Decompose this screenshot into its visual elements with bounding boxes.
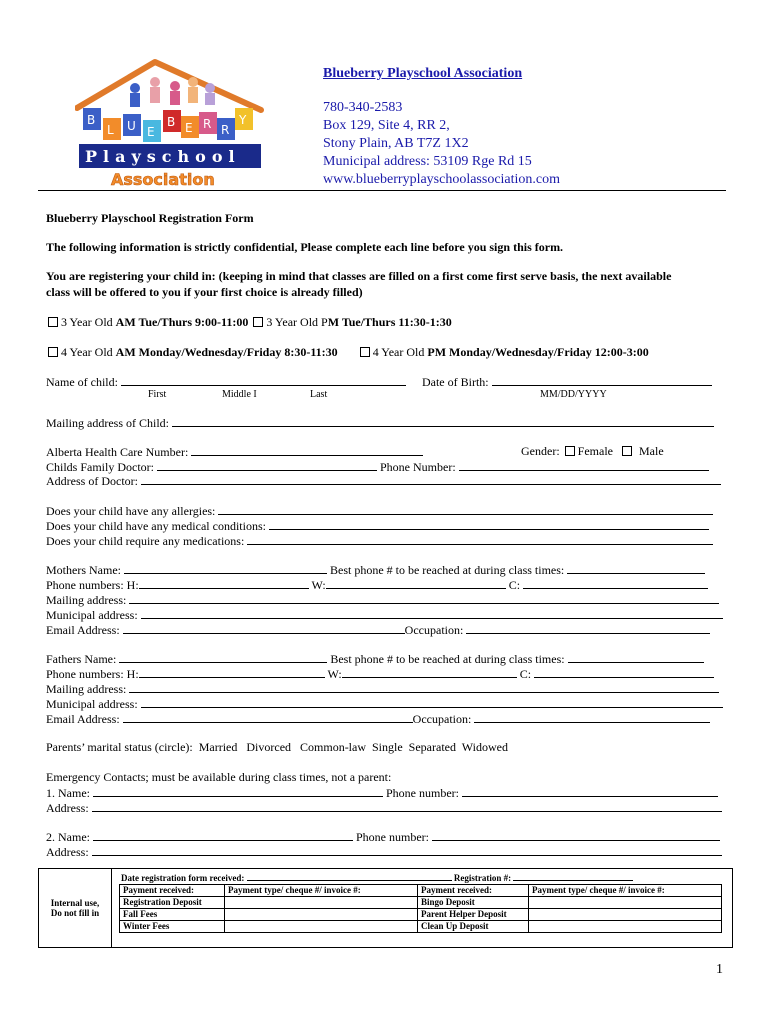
form-title: Blueberry Playschool Registration Form [46, 211, 254, 225]
doctor-phone-label: Phone Number: [380, 460, 456, 474]
mother-home-phone-label: Phone numbers: H: [46, 578, 139, 592]
medications-field[interactable] [247, 533, 713, 545]
registering-text-2: class will be offered to you if your first choice is already filled) [46, 285, 363, 299]
emergency-1-address-field[interactable] [92, 800, 722, 812]
father-mailing-row [46, 681, 719, 697]
table-row [120, 897, 722, 909]
father-municipal-label: Municipal address: [46, 697, 138, 711]
emergency-2-address-label: Address: [46, 845, 89, 859]
table-cell: Clean Up Deposit [418, 921, 529, 933]
mother-mailing-row [46, 592, 719, 608]
emergency-heading: Emergency Contacts; must be available during class times, not a parent: [46, 770, 392, 784]
table-cell[interactable] [529, 909, 722, 921]
svg-text:R: R [221, 123, 230, 137]
father-email-label: Email Address: [46, 712, 120, 726]
mother-best-phone-label: Best phone # to be reached at during class times: [329, 563, 565, 577]
checkbox-female[interactable] [565, 446, 575, 456]
checkbox-3yr-am[interactable] [48, 317, 58, 327]
svg-text:B: B [87, 113, 96, 127]
emergency-1-phone-field[interactable] [462, 785, 718, 797]
emergency-2-address-field[interactable] [92, 844, 722, 856]
emergency-2-phone-label: Phone number: [356, 830, 429, 844]
doctor-phone-field[interactable] [459, 459, 709, 471]
table-row [120, 885, 722, 897]
table-cell[interactable] [225, 897, 418, 909]
health-row [46, 444, 423, 460]
org-name-link[interactable]: Blueberry Playschool Association [323, 66, 523, 81]
doctor-address-label: Address of Doctor: [46, 474, 138, 488]
opt4-label: 4 Year Old [372, 345, 428, 359]
father-work-phone-field[interactable] [342, 666, 517, 678]
father-name-label: Fathers Name: [46, 652, 117, 666]
male-label: Male [638, 444, 664, 458]
table-row [120, 909, 722, 921]
logo-graphic [75, 58, 265, 190]
svg-text:U: U [127, 119, 136, 133]
header-box: Box 129, Site 4, RR 2, [323, 118, 450, 133]
middle-sublabel: Middle I [222, 389, 257, 400]
opt4-time: PM Monday/Wednesday/Friday 12:00-3:00 [427, 345, 649, 359]
mother-name-row [46, 562, 705, 578]
father-best-phone-field[interactable] [568, 651, 704, 663]
table-header-cell: Payment type/ cheque #/ invoice #: [225, 885, 418, 897]
mother-home-phone-field[interactable] [139, 577, 309, 589]
confidential-notice: The following information is strictly confidential, Please complete each line before you sign this form. [46, 240, 564, 254]
svg-text:L: L [107, 123, 114, 137]
emergency-1-name-label: 1. Name: [46, 786, 90, 800]
emergency-2-address-row [46, 844, 722, 860]
dob-label: Date of Birth: [421, 375, 489, 389]
table-cell: Fall Fees [120, 909, 225, 921]
medical-field[interactable] [269, 518, 709, 530]
father-best-phone-label: Best phone # to be reached at during class times: [330, 652, 565, 666]
header-municipal: Municipal address: 53109 Rge Rd 15 [323, 154, 532, 169]
table-cell[interactable] [529, 921, 722, 933]
table-cell: Registration Deposit [120, 897, 225, 909]
mother-work-phone-label: W: [311, 578, 326, 592]
table-cell[interactable] [225, 921, 418, 933]
father-name-row [46, 651, 704, 667]
mother-email-label: Email Address: [46, 623, 120, 637]
svg-text:Y: Y [239, 113, 247, 127]
do-not-fill-text: Do not fill in [50, 908, 100, 918]
date-received-label: Date registration form received: [121, 873, 245, 883]
svg-text:E: E [185, 121, 193, 135]
checkbox-4yr-pm[interactable] [360, 347, 370, 357]
opt1-label: 3 Year Old [61, 315, 116, 329]
father-occupation-label: Occupation: [412, 712, 472, 726]
medical-label: Does your child have any medical conditions: [46, 519, 266, 533]
class-options-row-2 [46, 345, 649, 360]
table-cell: Parent Helper Deposit [418, 909, 529, 921]
father-cell-phone-field[interactable] [534, 666, 714, 678]
father-home-phone-label: Phone numbers: H: [46, 667, 139, 681]
header-website[interactable]: www.blueberryplayschoolassociation.com [323, 172, 561, 187]
svg-text:Playschool: Playschool [85, 147, 241, 166]
child-name-row [46, 374, 712, 390]
father-cell-phone-label: C: [519, 667, 532, 681]
allergies-label: Does your child have any allergies: [46, 504, 216, 518]
checkbox-3yr-pm[interactable] [253, 317, 263, 327]
female-label: Female [577, 444, 613, 458]
mother-best-phone-field[interactable] [567, 562, 705, 574]
mailing-child-label: Mailing address of Child: [46, 416, 169, 430]
mother-mailing-field[interactable] [129, 592, 719, 604]
father-email-field[interactable] [123, 711, 413, 723]
registration-num-label: Registration #: [453, 873, 512, 883]
father-municipal-row [46, 696, 723, 712]
dob-field[interactable] [492, 374, 712, 386]
date-received-field[interactable] [247, 872, 452, 881]
mother-cell-phone-label: C: [508, 578, 521, 592]
checkbox-male[interactable] [622, 446, 632, 456]
child-name-field[interactable] [121, 374, 406, 386]
svg-text:R: R [203, 117, 212, 131]
medications-label: Does your child require any medications: [46, 534, 245, 548]
gender-row [521, 444, 664, 459]
header-city: Stony Plain, AB T7Z 1X2 [323, 136, 469, 151]
father-phones-row [46, 666, 714, 682]
mother-municipal-row [46, 607, 723, 623]
registering-text-1: You are registering your child in: (keeping in mind that classes are filled on a first come first serve basis, the next available [46, 269, 672, 283]
mailing-child-row [46, 415, 714, 431]
emergency-2-name-label: 2. Name: [46, 830, 90, 844]
table-cell: Bingo Deposit [418, 897, 529, 909]
table-row [120, 921, 722, 933]
registration-num-field[interactable] [513, 872, 633, 881]
header-phone: 780-340-2583 [323, 100, 403, 115]
father-name-field[interactable] [119, 651, 327, 663]
first-sublabel: First [148, 389, 167, 400]
opt3-time: AM Monday/Wednesday/Friday 8:30-11:30 [115, 345, 338, 359]
office-use-box [38, 868, 733, 948]
emergency-1-name-field[interactable] [93, 785, 383, 797]
checkbox-4yr-am[interactable] [48, 347, 58, 357]
father-mailing-field[interactable] [129, 681, 719, 693]
family-doctor-label: Childs Family Doctor: [46, 460, 154, 474]
health-number-label: Alberta Health Care Number: [46, 445, 189, 459]
office-use-label [39, 869, 112, 947]
emergency-1-row [46, 785, 718, 801]
table-cell: Winter Fees [120, 921, 225, 933]
svg-text:Association: Association [111, 170, 215, 189]
mother-occupation-label: Occupation: [404, 623, 464, 637]
mother-name-label: Mothers Name: [46, 563, 121, 577]
table-cell[interactable] [529, 897, 722, 909]
mailing-child-field[interactable] [172, 415, 714, 427]
office-top-row [121, 872, 633, 883]
mother-cell-phone-field[interactable] [523, 577, 708, 589]
marital-status: Parents’ marital status (circle): Married Divorced Common-law Single Separated Widowed [46, 740, 508, 754]
opt2-time: M Tue/Thurs 11:30-1:30 [327, 315, 452, 329]
mother-municipal-field[interactable] [141, 607, 723, 619]
class-options-row-1 [46, 315, 452, 330]
doctor-address-row [46, 473, 721, 489]
table-header-cell: Payment received: [120, 885, 225, 897]
page-number: 1 [716, 962, 723, 977]
mother-name-field[interactable] [124, 562, 327, 574]
medical-row [46, 518, 709, 534]
table-cell[interactable] [225, 909, 418, 921]
father-mailing-label: Mailing address: [46, 682, 127, 696]
table-header-cell: Payment received: [418, 885, 529, 897]
last-sublabel: Last [310, 389, 328, 400]
svg-text:B: B [167, 115, 176, 129]
gender-label: Gender: [521, 444, 560, 458]
allergies-field[interactable] [218, 503, 713, 515]
mother-municipal-label: Municipal address: [46, 608, 138, 622]
allergies-row [46, 503, 713, 519]
payment-table [119, 884, 722, 933]
father-work-phone-label: W: [327, 667, 342, 681]
header-divider [38, 190, 726, 191]
father-home-phone-field[interactable] [139, 666, 325, 678]
date-format-sublabel: MM/DD/YYYY [540, 389, 607, 400]
emergency-2-name-field[interactable] [93, 829, 353, 841]
mother-phones-row [46, 577, 708, 593]
family-doctor-field[interactable] [157, 459, 377, 471]
mother-occupation-field[interactable] [466, 622, 710, 634]
father-email-row [46, 711, 710, 727]
medications-row [46, 533, 713, 549]
father-occupation-field[interactable] [474, 711, 710, 723]
logo [75, 58, 265, 190]
father-municipal-field[interactable] [141, 696, 723, 708]
health-number-field[interactable] [191, 444, 423, 456]
opt1-time: AM Tue/Thurs 9:00-11:00 [115, 315, 249, 329]
child-name-label: Name of child: [46, 375, 118, 389]
emergency-1-address-label: Address: [46, 801, 89, 815]
mother-mailing-label: Mailing address: [46, 593, 127, 607]
doctor-address-field[interactable] [141, 473, 721, 485]
svg-text:E: E [147, 125, 155, 139]
mother-work-phone-field[interactable] [326, 577, 506, 589]
opt2-label: 3 Year Old P [266, 315, 328, 329]
opt3-label: 4 Year Old [61, 345, 116, 359]
emergency-1-address-row [46, 800, 722, 816]
internal-use-text: Internal use, [50, 898, 100, 908]
emergency-2-row [46, 829, 720, 845]
mother-email-row [46, 622, 710, 638]
emergency-1-phone-label: Phone number: [386, 786, 459, 800]
mother-email-field[interactable] [123, 622, 405, 634]
table-header-cell: Payment type/ cheque #/ invoice #: [529, 885, 722, 897]
emergency-2-phone-field[interactable] [432, 829, 720, 841]
